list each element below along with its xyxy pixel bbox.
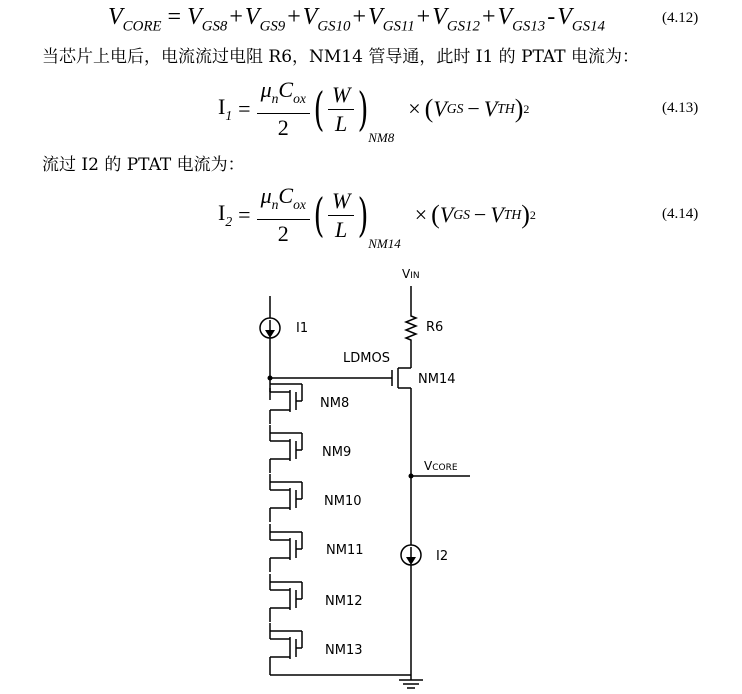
label-nm13: NM13 bbox=[325, 643, 363, 658]
eq412-term-3: V bbox=[368, 4, 383, 30]
eq412-term-1: V bbox=[244, 4, 260, 30]
node-dot bbox=[268, 376, 273, 381]
eq412-term-sub-6: GS14 bbox=[571, 18, 605, 35]
eq412-term-sub-0: GS8 bbox=[201, 18, 228, 35]
eq412-term-0: V bbox=[187, 4, 202, 30]
eq412-operator: + bbox=[287, 4, 301, 30]
eq414-fraction: $\frac{\mu_nC_{ox}}{2}$ bbox=[257, 182, 310, 248]
transistor-nm12 bbox=[270, 574, 302, 622]
eq412-term-sub-5: GS13 bbox=[512, 18, 546, 35]
eq412-term-6: V bbox=[557, 4, 572, 30]
eq412-term-2: V bbox=[302, 4, 318, 30]
eq414-lhs: $I_2$ bbox=[218, 200, 233, 230]
eq414-wl-ratio: $\frac{W}{L}$ bbox=[328, 187, 354, 244]
eq413-wl-ratio: $\frac{W}{L}$ bbox=[328, 81, 354, 138]
transistor-nm11 bbox=[270, 524, 302, 572]
eq413-fraction: $\frac{\mu_nC_{ox}}{2}$ bbox=[257, 76, 310, 142]
node-dot bbox=[409, 474, 414, 479]
label-nm8: NM8 bbox=[320, 396, 350, 411]
label-i2: I2 bbox=[436, 549, 449, 564]
eq412-term-5: V bbox=[497, 4, 513, 30]
eq412-operator: - bbox=[547, 4, 556, 30]
equation-4-14: $I_2$ = $\frac{\mu_nC_{ox}}{2}$ ( $\frac{W}{L}$ ) NM14 × ( V GS − V TH ) 2 bbox=[218, 183, 536, 252]
paragraph-line-2: 流过 I2 的 PTAT 电流为： bbox=[42, 155, 245, 175]
eq412-term-sub-1: GS9 bbox=[259, 18, 286, 35]
label-nm12: NM12 bbox=[325, 594, 363, 609]
eq414-number: (4.14) bbox=[662, 206, 699, 222]
resistor-r6 bbox=[406, 312, 416, 344]
transistor-nm10 bbox=[270, 474, 302, 522]
eq412-term-4: V bbox=[432, 4, 447, 30]
eq413-ratio-sub: NM8 bbox=[368, 130, 395, 146]
equation-4-13: $I_1$ = $\frac{\mu_nC_{ox}}{2}$ ( $\frac{W}{L}$ ) NM8 × ( V GS − V TH ) 2 bbox=[218, 77, 530, 146]
label-r6: R6 bbox=[426, 320, 444, 335]
transistor-nm8 bbox=[270, 384, 302, 424]
label-i1: I1 bbox=[296, 321, 309, 336]
label-nm11: NM11 bbox=[326, 543, 364, 558]
eq412-equals: = bbox=[167, 4, 182, 30]
label-nm14: NM14 bbox=[418, 372, 456, 387]
eq412-term-sub-4: GS12 bbox=[446, 18, 480, 35]
eq412-term-sub-2: GS10 bbox=[317, 18, 351, 35]
eq412-operator: + bbox=[416, 4, 431, 30]
label-vcore: VCORE bbox=[424, 459, 458, 473]
label-nm10: NM10 bbox=[324, 494, 362, 509]
eq412-operator: + bbox=[352, 4, 367, 30]
eq412-lhs-sub: CORE bbox=[122, 18, 162, 35]
eq413-lhs: $I_1$ bbox=[218, 94, 233, 124]
label-ldmos: LDMOS bbox=[343, 351, 390, 366]
transistor-stack bbox=[270, 384, 363, 675]
eq412-number: (4.12) bbox=[662, 10, 699, 26]
eq414-ratio-sub: NM14 bbox=[368, 236, 401, 252]
paragraph-line-1: 当芯片上电后，电流流过电阻 R6，NM14 管导通，此时 I1 的 PTAT 电流为： bbox=[42, 47, 640, 67]
transistor-nm9 bbox=[270, 425, 302, 473]
transistor-nm13 bbox=[270, 623, 302, 671]
label-vin: VIN bbox=[402, 267, 420, 281]
label-nm9: NM9 bbox=[322, 445, 352, 460]
eq412-operator: + bbox=[481, 4, 496, 30]
eq412-lhs: V bbox=[108, 4, 123, 30]
eq412-operator: + bbox=[229, 4, 243, 30]
eq412-term-sub-3: GS11 bbox=[382, 18, 415, 35]
eq413-number: (4.13) bbox=[662, 100, 699, 116]
